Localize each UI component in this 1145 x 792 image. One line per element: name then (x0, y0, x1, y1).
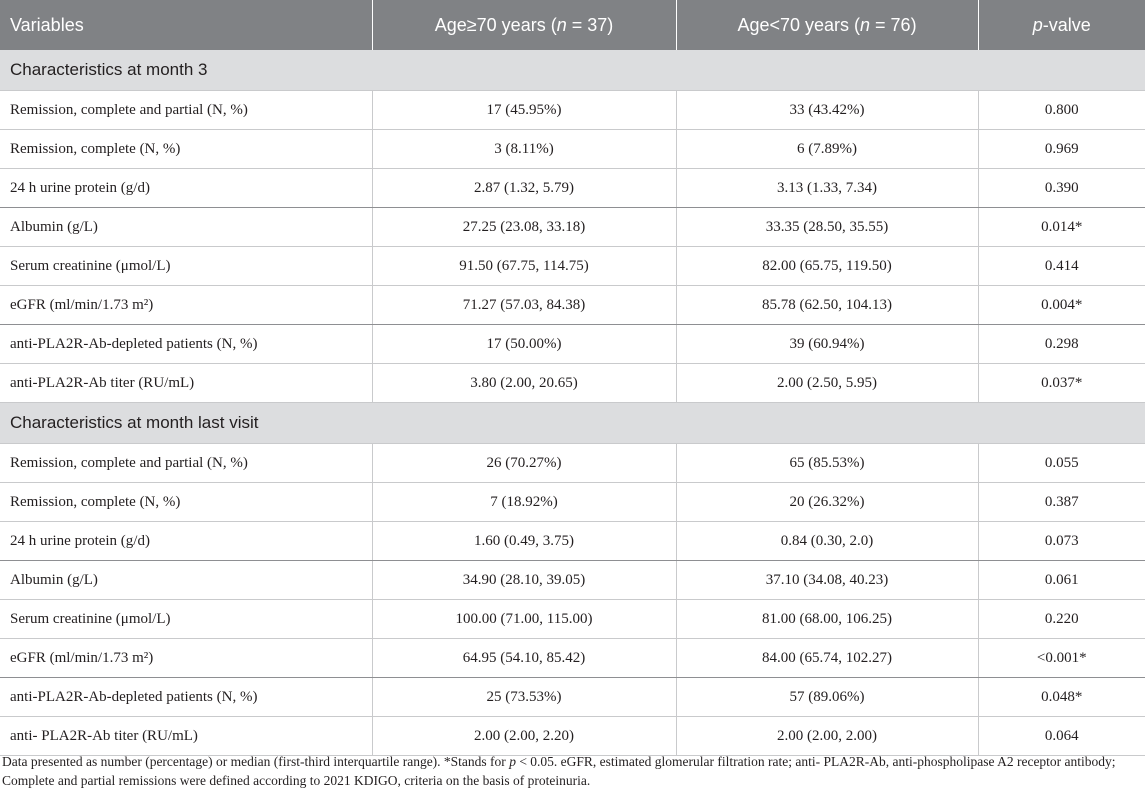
cell-p-value: 0.387 (978, 483, 1145, 522)
cell-p-value: 0.061 (978, 561, 1145, 600)
header-group2-suffix: = 76) (870, 14, 917, 35)
cell-age-under-70: 85.78 (62.50, 104.13) (676, 286, 978, 325)
cell-age-under-70: 2.00 (2.50, 5.95) (676, 364, 978, 403)
cell-age-under-70: 37.10 (34.08, 40.23) (676, 561, 978, 600)
cell-variable: Serum creatinine (μmol/L) (0, 600, 372, 639)
cell-age-under-70: 65 (85.53%) (676, 444, 978, 483)
header-group1-n: n (556, 14, 567, 35)
cell-age-70-plus: 91.50 (67.75, 114.75) (372, 247, 676, 286)
cell-variable: Remission, complete and partial (N, %) (0, 444, 372, 483)
section-row (0, 403, 1145, 444)
cell-age-under-70: 39 (60.94%) (676, 325, 978, 364)
cell-age-70-plus: 17 (45.95%) (372, 91, 676, 130)
cell-p-value: 0.969 (978, 130, 1145, 169)
cell-p-value: 0.800 (978, 91, 1145, 130)
cell-age-under-70: 20 (26.32%) (676, 483, 978, 522)
table-row (0, 522, 1145, 561)
cell-variable: eGFR (ml/min/1.73 m²) (0, 639, 372, 678)
table-row (0, 325, 1145, 364)
header-variables: Variables (0, 0, 372, 50)
cell-age-70-plus: 2.87 (1.32, 5.79) (372, 169, 676, 208)
cell-p-value: 0.004* (978, 286, 1145, 325)
footnote-part1: Data presented as number (percentage) or median (first-third interquartile range). *Stands for (2, 754, 510, 769)
header-row (0, 0, 1145, 50)
cell-age-70-plus: 27.25 (23.08, 33.18) (372, 208, 676, 247)
cell-p-value: 0.037* (978, 364, 1145, 403)
cell-variable: anti-PLA2R-Ab titer (RU/mL) (0, 364, 372, 403)
table-row (0, 678, 1145, 717)
cell-variable: Serum creatinine (μmol/L) (0, 247, 372, 286)
table-row (0, 130, 1145, 169)
header-group2-n: n (860, 14, 871, 35)
table-row (0, 169, 1145, 208)
table-row (0, 483, 1145, 522)
table-row (0, 717, 1145, 756)
cell-p-value: 0.073 (978, 522, 1145, 561)
cell-age-70-plus: 17 (50.00%) (372, 325, 676, 364)
cell-age-70-plus: 3.80 (2.00, 20.65) (372, 364, 676, 403)
cell-variable: Albumin (g/L) (0, 561, 372, 600)
cell-age-70-plus: 34.90 (28.10, 39.05) (372, 561, 676, 600)
cell-age-under-70: 82.00 (65.75, 119.50) (676, 247, 978, 286)
table-body (0, 50, 1145, 756)
cell-age-under-70: 33 (43.42%) (676, 91, 978, 130)
cell-age-under-70: 57 (89.06%) (676, 678, 978, 717)
cell-variable: anti-PLA2R-Ab-depleted patients (N, %) (0, 678, 372, 717)
table-row (0, 208, 1145, 247)
cell-variable: 24 h urine protein (g/d) (0, 169, 372, 208)
cell-age-70-plus: 100.00 (71.00, 115.00) (372, 600, 676, 639)
table-row (0, 444, 1145, 483)
table-row (0, 286, 1145, 325)
cell-age-70-plus: 2.00 (2.00, 2.20) (372, 717, 676, 756)
cell-age-70-plus: 64.95 (54.10, 85.42) (372, 639, 676, 678)
cell-age-70-plus: 1.60 (0.49, 3.75) (372, 522, 676, 561)
cell-variable: anti-PLA2R-Ab-depleted patients (N, %) (0, 325, 372, 364)
cell-age-under-70: 6 (7.89%) (676, 130, 978, 169)
cell-variable: 24 h urine protein (g/d) (0, 522, 372, 561)
table-row (0, 91, 1145, 130)
cell-age-70-plus: 3 (8.11%) (372, 130, 676, 169)
cell-variable: Remission, complete and partial (N, %) (0, 91, 372, 130)
cell-age-70-plus: 71.27 (57.03, 84.38) (372, 286, 676, 325)
cell-variable: Albumin (g/L) (0, 208, 372, 247)
header-p-value (978, 0, 1145, 50)
cell-age-70-plus: 26 (70.27%) (372, 444, 676, 483)
section-title: Characteristics at month 3 (0, 50, 1145, 91)
table-row (0, 247, 1145, 286)
cell-age-under-70: 33.35 (28.50, 35.55) (676, 208, 978, 247)
cell-p-value: 0.014* (978, 208, 1145, 247)
cell-p-value: <0.001* (978, 639, 1145, 678)
section-row (0, 50, 1145, 91)
header-age-under-70 (676, 0, 978, 50)
cell-age-under-70: 2.00 (2.00, 2.00) (676, 717, 978, 756)
header-group1-suffix: = 37) (566, 14, 614, 35)
header-group2-prefix: Age<70 years ( (737, 14, 861, 35)
cell-variable: eGFR (ml/min/1.73 m²) (0, 286, 372, 325)
cell-variable: Remission, complete (N, %) (0, 483, 372, 522)
cell-age-under-70: 3.13 (1.33, 7.34) (676, 169, 978, 208)
header-group1-prefix: Age≥70 years ( (434, 14, 557, 35)
cell-p-value: 0.220 (978, 600, 1145, 639)
cell-age-70-plus: 7 (18.92%) (372, 483, 676, 522)
cell-age-under-70: 0.84 (0.30, 2.0) (676, 522, 978, 561)
table-header (0, 0, 1145, 50)
cell-p-value: 0.298 (978, 325, 1145, 364)
cell-age-under-70: 81.00 (68.00, 106.25) (676, 600, 978, 639)
cell-p-value: 0.390 (978, 169, 1145, 208)
header-p-rest: -valve (1042, 14, 1091, 35)
cell-age-70-plus: 25 (73.53%) (372, 678, 676, 717)
cell-p-value: 0.064 (978, 717, 1145, 756)
table-row (0, 561, 1145, 600)
header-p-italic: p (1032, 14, 1043, 35)
footnote-p-italic: p (509, 754, 516, 769)
table-row (0, 600, 1145, 639)
section-title: Characteristics at month last visit (0, 403, 1145, 444)
cell-variable: Remission, complete (N, %) (0, 130, 372, 169)
cell-variable: anti- PLA2R-Ab titer (RU/mL) (0, 717, 372, 756)
cell-p-value: 0.048* (978, 678, 1145, 717)
table-row (0, 364, 1145, 403)
cell-p-value: 0.055 (978, 444, 1145, 483)
cell-p-value: 0.414 (978, 247, 1145, 286)
table-footnote (2, 752, 1142, 790)
header-age-70-plus (372, 0, 676, 50)
cell-age-under-70: 84.00 (65.74, 102.27) (676, 639, 978, 678)
table-row (0, 639, 1145, 678)
footnote-part2: < 0.05. eGFR, estimated glomerular filtration rate; anti- PLA2R-Ab, anti-phospholipase A2 receptor antibody; Complete and partial remissions were defined according to 2021 KDIGO, criteria on the basis of proteinuria. (2, 754, 1116, 788)
